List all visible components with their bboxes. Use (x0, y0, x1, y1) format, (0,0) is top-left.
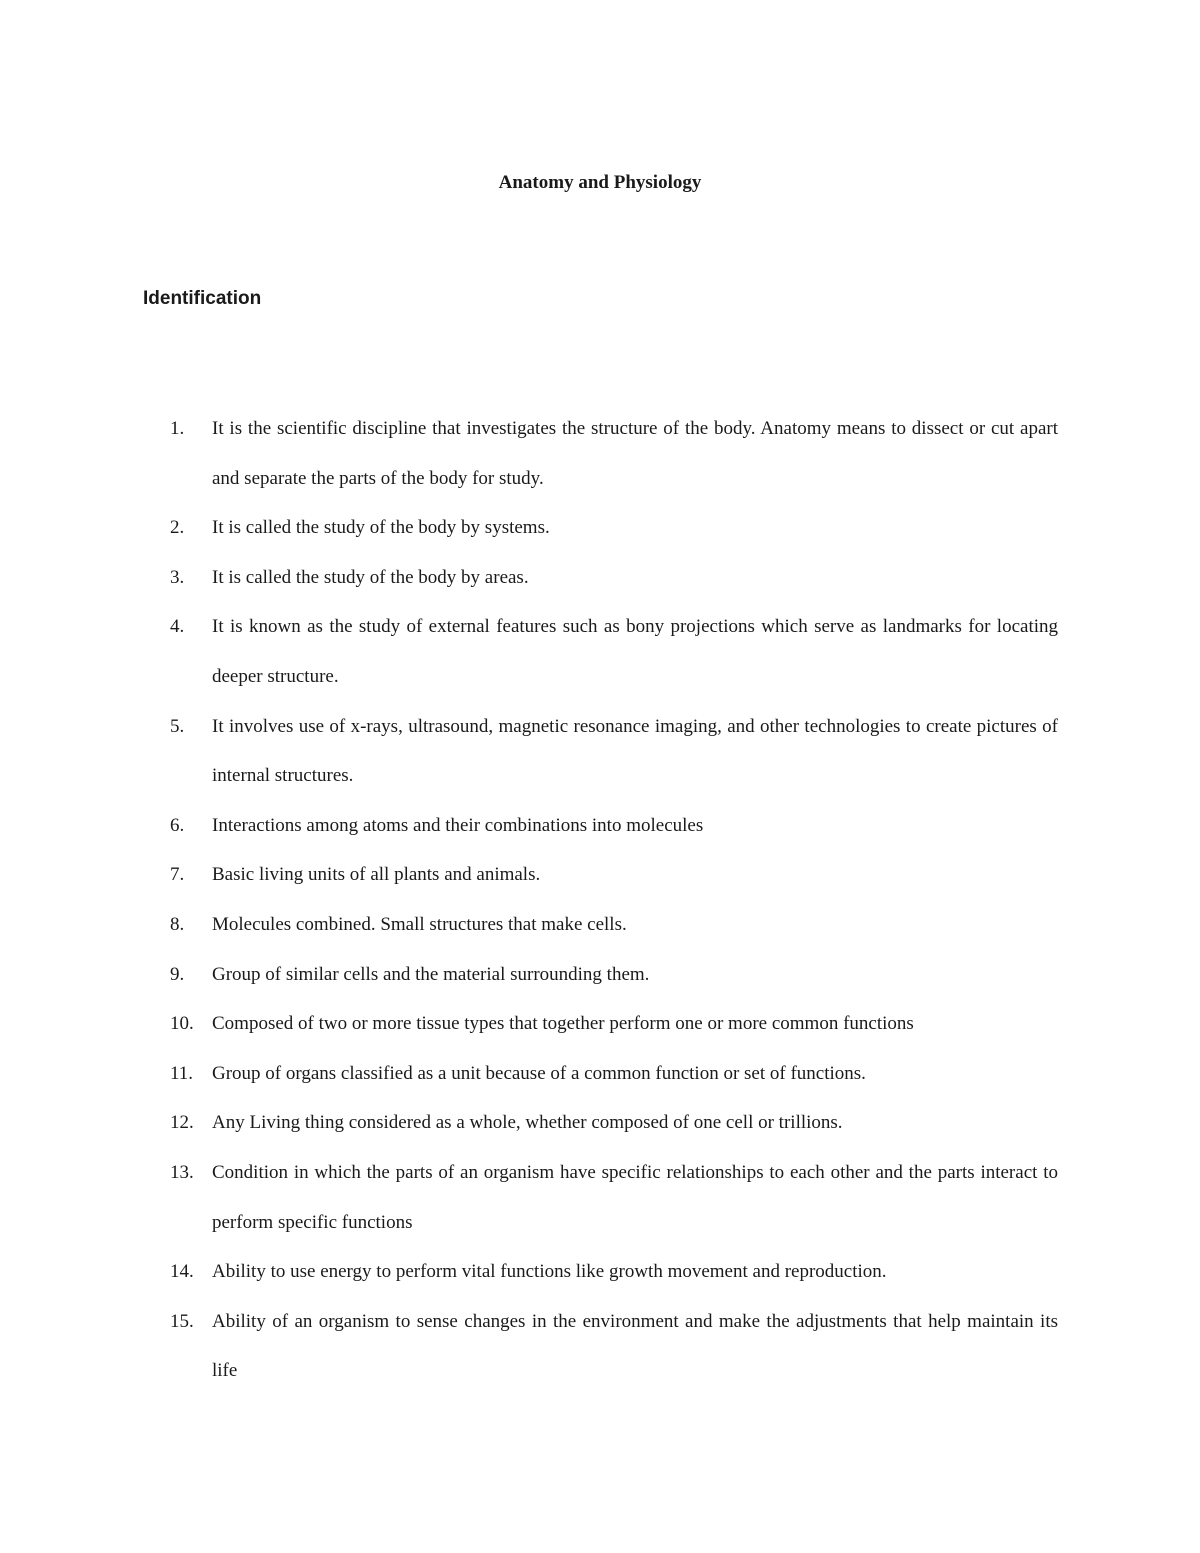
list-item (0, 702, 1058, 801)
item-number: 12. (170, 1112, 194, 1134)
item-number: 10. (170, 1013, 194, 1035)
item-number: 7. (170, 864, 185, 886)
list-item (0, 1098, 1058, 1148)
document-title: Anatomy and Physiology (498, 172, 702, 193)
item-number: 13. (170, 1161, 194, 1183)
item-text: Interactions among atoms and their combinations into molecules (212, 814, 704, 836)
list-item (0, 1297, 1058, 1396)
list-item (0, 1049, 1058, 1099)
list-item (0, 602, 1058, 701)
list-item (0, 503, 1058, 553)
list-item (0, 1247, 1058, 1297)
item-text: It is called the study of the body by systems. (212, 517, 550, 539)
section-heading-identification: Identification (143, 288, 262, 309)
item-text: Basic living units of all plants and animals. (212, 864, 541, 886)
item-number: 2. (170, 517, 185, 539)
list-item (0, 801, 1058, 851)
list-item (0, 850, 1058, 900)
item-text: Ability to use energy to perform vital functions like growth movement and reproduction. (212, 1261, 887, 1283)
item-text: It is the scientific discipline that investigates the structure of the body. Anatomy means to dissect or cut apart and separate the parts of the body for study. (212, 418, 1058, 489)
list-item (0, 999, 1058, 1049)
item-text: It involves use of x-rays, ultrasound, magnetic resonance imaging, and other technologies to create pictures of internal structures. (212, 715, 1058, 787)
item-number: 11. (170, 1062, 194, 1084)
item-text: Condition in which the parts of an organism have specific relationships to each other and the parts interact to perform specific functions (212, 1161, 1058, 1233)
item-number: 9. (170, 963, 185, 985)
item-text: Molecules combined. Small structures that make cells. (212, 913, 627, 935)
list-item (0, 1148, 1058, 1247)
item-text: Group of organs classified as a unit because of a common function or set of functions. (212, 1062, 866, 1084)
list-item (0, 900, 1058, 950)
item-number: 3. (170, 566, 185, 588)
list-item (0, 553, 1058, 603)
item-text: Group of similar cells and the material surrounding them. (212, 963, 650, 985)
item-text: Any Living thing considered as a whole, whether composed of one cell or trillions. (212, 1112, 843, 1134)
item-text: Ability of an organism to sense changes in the environment and make the adjustments that help maintain its life (212, 1310, 1058, 1382)
item-text: Composed of two or more tissue types that together perform one or more common functions (212, 1013, 914, 1035)
item-number: 15. (170, 1310, 194, 1332)
item-text: It is known as the study of external features such as bony projections which serve as landmarks for locating deeper structure. (212, 616, 1058, 687)
list-item (0, 404, 1058, 503)
identification-list (0, 404, 1200, 1396)
list-item (0, 950, 1058, 1000)
item-number: 6. (170, 814, 185, 836)
item-text: It is called the study of the body by areas. (212, 566, 529, 588)
item-number: 4. (170, 616, 185, 638)
item-number: 1. (170, 418, 185, 439)
item-number: 8. (170, 913, 185, 935)
item-number: 14. (170, 1261, 194, 1283)
item-number: 5. (170, 715, 185, 737)
